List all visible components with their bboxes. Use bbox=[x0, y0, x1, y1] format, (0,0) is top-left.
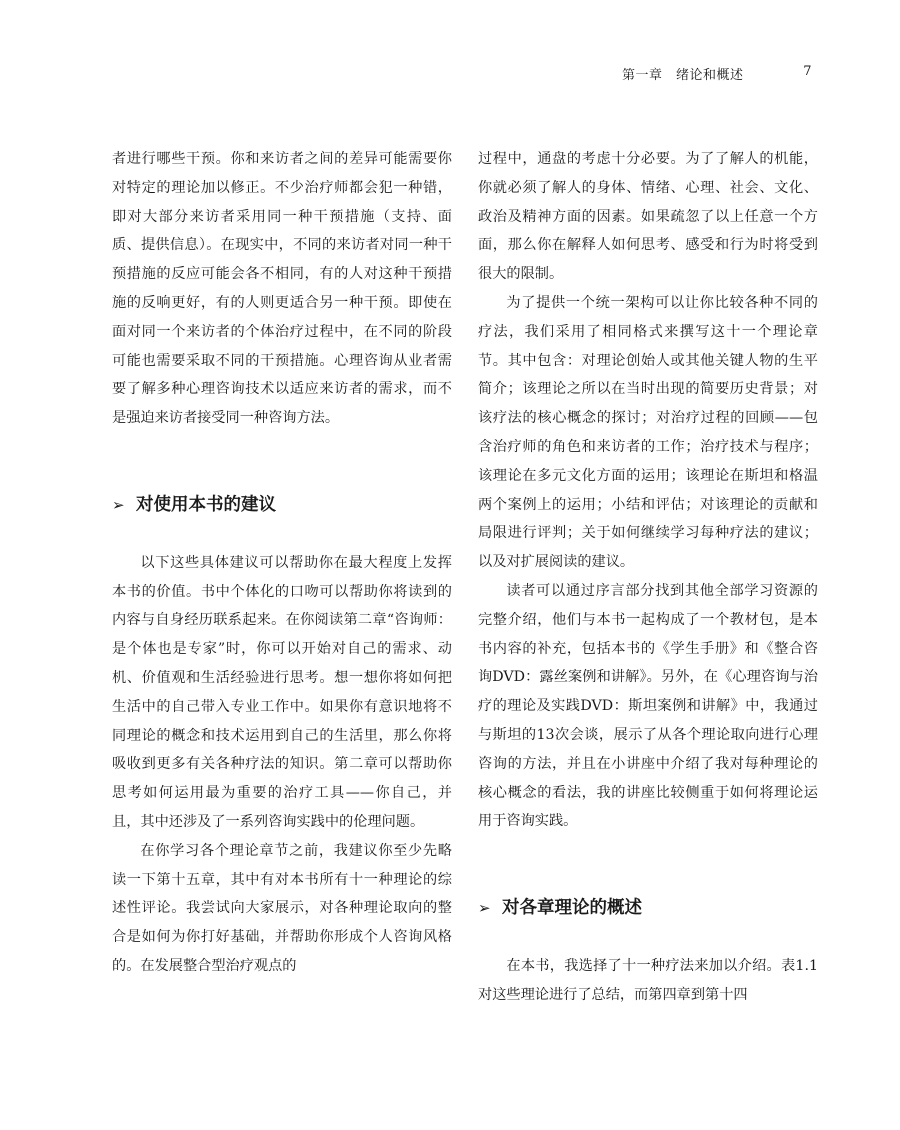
running-header bbox=[622, 64, 812, 84]
heading-text: 对各章理论的概述 bbox=[502, 898, 642, 919]
paragraph: 者进行哪些干预。你和来访者之间的差异可能需要你对特定的理论加以修正。不少治疗师都会犯一种错，即对大部分来访者采用同一种干预措施（支持、面质、提供信息）。在现实中，不同的来访者对同一种干预措施的反应可能会各不相同，有的人对这种干预措施的反响更好，有的人则更适合另一种干预。即使在面对同一个来访者的个体治疗过程中，在不同的阶段可能也需要采取不同的干预措施。心理咨询从业者需要了解多种心理咨询技术以适应来访者的需求，而不是强迫来访者接受同一种咨询方法。 bbox=[112, 151, 452, 427]
paragraph: 在本书，我选择了十一种疗法来加以介绍。表1.1对这些理论进行了总结，而第四章到第十四 bbox=[478, 957, 818, 1003]
paragraph: 在你学习各个理论章节之前，我建议你至少先略读一下第十五章，其中有对本书所有十一种理论的综述性评论。我尝试向大家展示，对各种理论取向的整合是如何为你打好基础，并帮助你形成个人咨询风格的。在发展整合型治疗观点的 bbox=[112, 842, 452, 974]
right-column bbox=[478, 145, 818, 1010]
section-heading-overview bbox=[478, 894, 818, 923]
paragraph: 以下这些具体建议可以帮助你在最大程度上发挥本书的价值。书中个体化的口吻可以帮助你将读到的内容与自身经历联系起来。在你阅读第二章“咨询师：是个体也是专家”时，你可以开始对自己的需求、动机、价值观和生活经验进行思考。想一想你将如何把生活中的自己带入专业工作中。如果你有意识地将不同理论的概念和技术运用到自己的生活里，那么你将吸收到更多有关各种疗法的知识。第二章可以帮助你思考如何运用最为重要的治疗工具——你自己，并且，其中还涉及了一系列咨询实践中的伦理问题。 bbox=[112, 554, 452, 830]
section-heading-suggestions bbox=[112, 491, 452, 520]
paragraph: 为了提供一个统一架构可以让你比较各种不同的疗法，我们采用了相同格式来撰写这十一个理论章节。其中包含：对理论创始人或其他关键人物的生平简介；该理论之所以在当时出现的简要历史背景；对该疗法的核心概念的探讨；对治疗过程的回顾——包含治疗师的角色和来访者的工作；治疗技术与程序；该理论在多元文化方面的运用；该理论在斯坦和格温两个案例上的运用；小结和评估；对该理论的贡献和局限进行评判；关于如何继续学习每种疗法的建议；以及对扩展阅读的建议。 bbox=[478, 294, 818, 571]
left-column bbox=[112, 145, 452, 981]
paragraph: 过程中，通盘的考虑十分必要。为了了解人的机能，你就必须了解人的身体、情绪、心理、社会、文化、政治及精神方面的因素。如果疏忽了以上任意一个方面，那么你在解释人如何思考、感受和行为时将受到很大的限制。 bbox=[478, 151, 818, 283]
page-number: 7 bbox=[803, 64, 812, 79]
arrow-bullet-icon: ➢ bbox=[112, 495, 125, 514]
heading-text: 对使用本书的建议 bbox=[136, 494, 276, 515]
arrow-bullet-icon: ➢ bbox=[478, 899, 491, 918]
chapter-title: 第一章 绪论和概述 bbox=[622, 68, 744, 83]
paragraph: 读者可以通过序言部分找到其他全部学习资源的完整介绍，他们与本书一起构成了一个教材包，是本书内容的补充，包括本书的《学生手册》和《整合咨询DVD：露丝案例和讲解》。另外，在《心理咨询与治疗的理论及实践DVD：斯坦案例和讲解》中，我通过与斯坦的13次会谈，展示了从各个理论取向进行心理咨询的方法，并且在小讲座中介绍了我对每种理论的核心概念的看法，我的讲座比较侧重于如何将理论运用于咨询实践。 bbox=[478, 582, 818, 830]
